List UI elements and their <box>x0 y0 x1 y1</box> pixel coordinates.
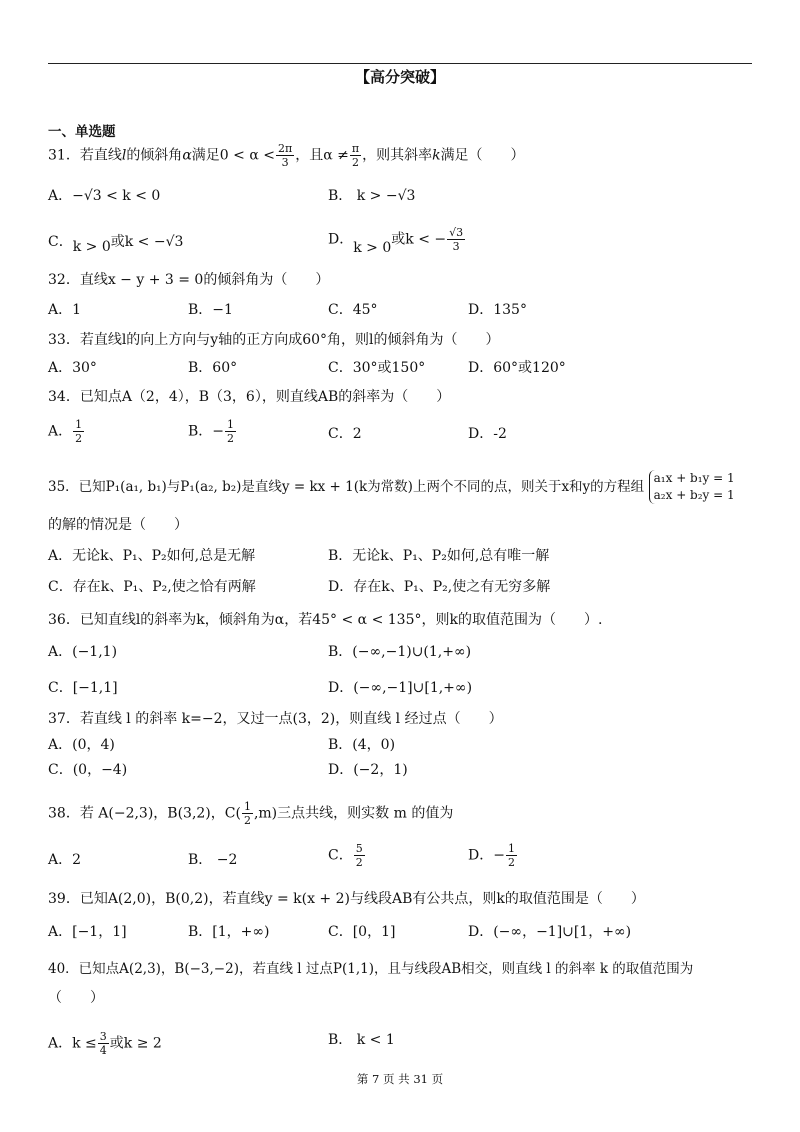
q36-option-b: B．(−∞,−1)∪(1,+∞) <box>328 644 472 660</box>
fraction: $\frac{5}{2}$ <box>355 842 363 869</box>
fraction: $\frac{1}{2}$ <box>507 842 515 869</box>
q39-option-b: B．[1，+∞) <box>188 924 270 940</box>
q31-option-a: A．−√3 < k < 0 <box>48 188 161 204</box>
q34-option-c: C．2 <box>328 426 362 442</box>
question-34-stem: 34．已知点A（2，4），B（3，6），则直线AB的斜率为（ ） <box>48 389 451 405</box>
q34-option-a: A． $\frac{1}{2}$ <box>48 418 83 445</box>
q35-option-d: D．存在k、P₁、P₂,使之有无穷多解 <box>328 579 551 595</box>
q36-option-a: A．(−1,1) <box>48 644 118 660</box>
question-37-stem: 37．若直线 l 的斜率 k=−2，又过一点(3，2)，则直线 l 经过点（ ） <box>48 711 503 727</box>
section-heading: 一、单选题 <box>48 124 116 140</box>
q38-option-a: A．2 <box>48 852 82 868</box>
q37-option-a: A．(0，4) <box>48 737 115 753</box>
question-40-stem: 40．已知点A(2,3)，B(−3,−2)，若直线 l 过点P(1,1)，且与线段AB相交，则直线 l 的斜率 k 的取值范围为 <box>48 961 694 977</box>
q39-option-a: A．[−1，1] <box>48 924 127 940</box>
fraction: $\frac{\pi}{2}$ <box>351 142 360 169</box>
q35-option-a: A．无论k、P₁、P₂如何,总是无解 <box>48 548 256 564</box>
question-39-stem: 39．已知A(2,0)，B(0,2)，若直线y = k(x + 2)与线段AB有公共点，则k的取值范围是（ ） <box>48 891 645 907</box>
question-32-stem: 32．直线x − y + 3 = 0的倾斜角为（ ） <box>48 272 330 288</box>
q37-option-b: B．(4，0) <box>328 737 396 753</box>
q38-option-c: C． $\frac{5}{2}$ <box>328 842 363 869</box>
page-title: 【高分突破】 <box>354 68 445 86</box>
q31-option-b: B． k > −√3 <box>328 188 416 204</box>
q36-option-d: D．(−∞,−1]∪[1,+∞) <box>328 680 473 696</box>
equation-system: a₁x + b₁y = 1 a₂x + b₂y = 1 <box>649 470 735 504</box>
question-33-stem: 33．若直线l的向上方向与y轴的正方向成60°角，则l的倾斜角为（ ） <box>48 332 500 348</box>
q40-option-b: B． k < 1 <box>328 1032 395 1048</box>
fraction: $\frac{1}{2}$ <box>243 800 251 827</box>
q36-option-c: C．[−1,1] <box>48 680 118 696</box>
q32-option-b: B．−1 <box>188 302 233 318</box>
question-38-stem: 38．若 A(−2,3)，B(3,2)，C( $\frac{1}{2}$ ,m)三点共线，则实数 m 的值为 <box>48 800 454 827</box>
q34-option-b: B．− $\frac{1}{2}$ <box>188 418 235 445</box>
page-footer: 第 7 页 共 31 页 <box>356 1072 444 1086</box>
q39-option-c: C．[0，1] <box>328 924 396 940</box>
q37-option-c: C．(0，−4) <box>48 762 128 778</box>
question-35-stem-continued: 的解的情况是（ ） <box>48 517 188 533</box>
fraction: $\frac{1}{2}$ <box>227 418 235 445</box>
q34-option-d: D．-2 <box>468 426 507 442</box>
q33-option-a: A．30° <box>48 360 97 376</box>
q40-option-a: A．k ≤ $\frac{3}{4}$ 或k ≥ 2 <box>48 1030 162 1057</box>
q38-option-b: B． −2 <box>188 852 238 868</box>
question-36-stem: 36．已知直线l的斜率为k，倾斜角为α，若45° < α < 135°，则k的取值范围为（ ）. <box>48 612 603 628</box>
q32-option-a: A．1 <box>48 302 82 318</box>
q39-option-d: D．(−∞，−1]∪[1，+∞) <box>468 924 632 940</box>
fraction: $\frac{1}{2}$ <box>75 418 83 445</box>
q32-option-d: D．135° <box>468 302 527 318</box>
q31-option-d: D．k > 0或k < − $\frac{√3}{3}$ <box>328 226 464 256</box>
q32-option-c: C．45° <box>328 302 378 318</box>
q33-option-d: D．60°或120° <box>468 360 566 376</box>
q33-option-c: C．30°或150° <box>328 360 426 376</box>
q33-option-b: B．60° <box>188 360 238 376</box>
q31-option-c: C．k > 0或k < −√3 <box>48 234 184 255</box>
q35-option-b: B．无论k、P₁、P₂如何,总有唯一解 <box>328 548 550 564</box>
q35-option-c: C．存在k、P₁、P₂,使之恰有两解 <box>48 579 256 595</box>
q37-option-d: D．(−2，1) <box>328 762 408 778</box>
fraction: $\frac{3}{4}$ <box>99 1030 107 1057</box>
question-35-stem: 35．已知P₁(a₁, b₁)与P₁(a₂, b₂)是直线y = kx + 1(k为常数)上两个不同的点，则关于x和y的方程组 a₁x + b₁y = 1 a₂x + b₂y = 1 <box>48 471 735 502</box>
q38-option-d: D．− $\frac{1}{2}$ <box>468 842 515 869</box>
question-40-stem-continued: （ ） <box>48 990 104 1006</box>
fraction: $\frac{2\pi}{3}$ <box>277 142 293 169</box>
header-rule <box>48 63 752 64</box>
fraction: $\frac{√3}{3}$ <box>449 226 464 253</box>
question-31-stem: 31．若直线l的倾斜角α满足0 < α < $\frac{2\pi}{3}$ ，且α ≠ $\frac{\pi}{2}$ ，则其斜率k满足（ ） <box>48 142 525 169</box>
